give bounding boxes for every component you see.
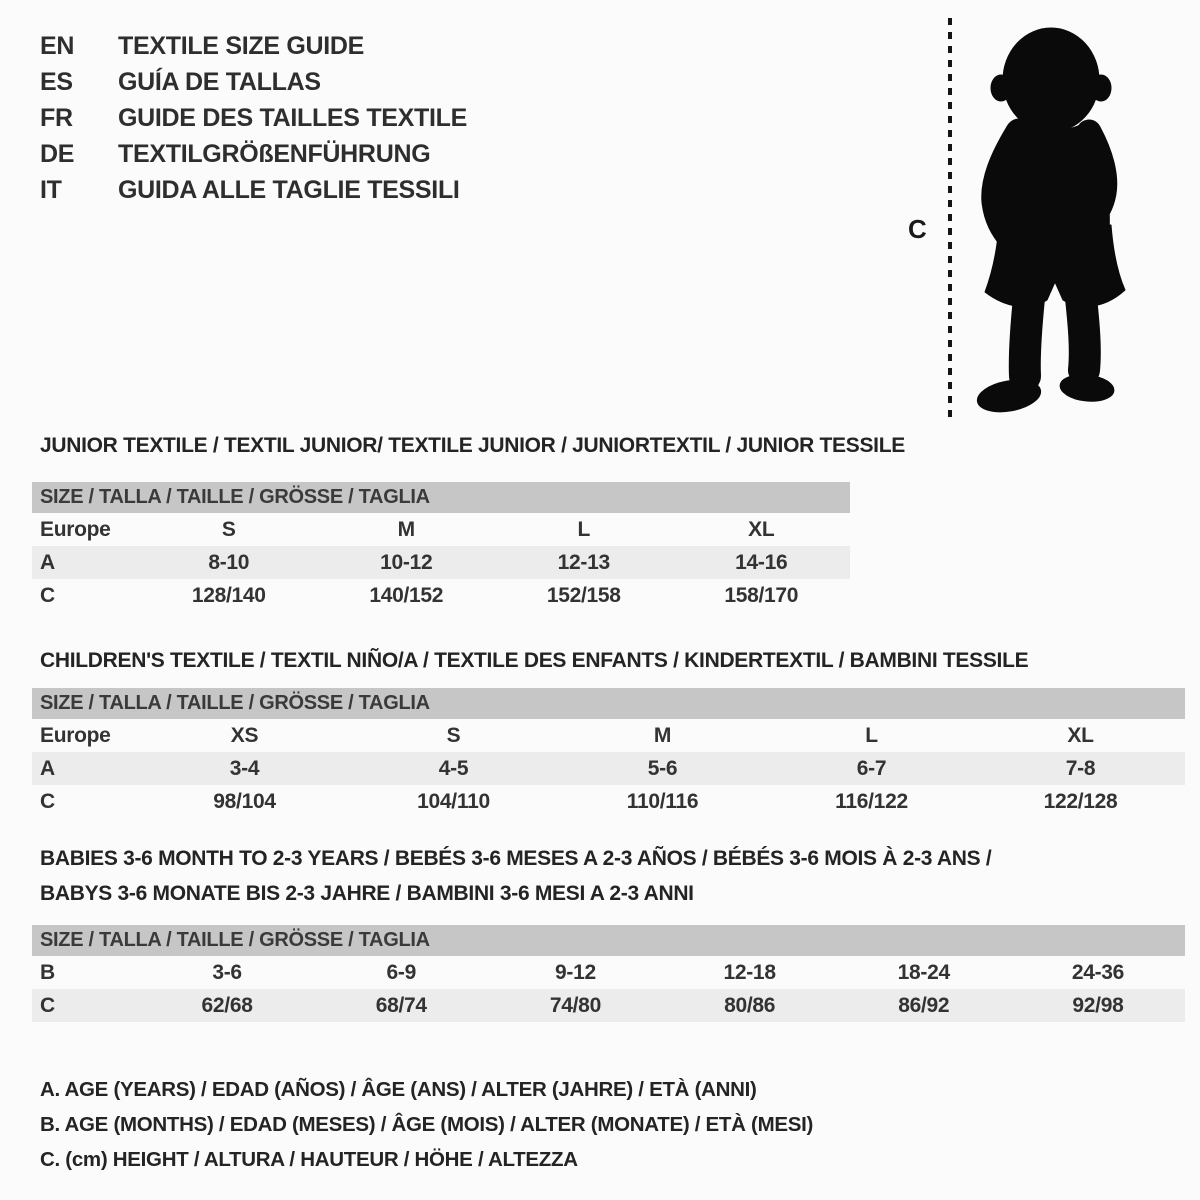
size-cell: 116/122	[835, 789, 908, 813]
size-cell: 62/68	[201, 993, 253, 1017]
size-table-2	[32, 925, 1185, 1022]
language-row	[40, 64, 467, 100]
table-row	[32, 956, 1185, 989]
row-label: A	[40, 756, 55, 780]
language-row	[40, 28, 467, 64]
size-cell: 24-36	[1071, 960, 1125, 984]
size-cell: 140/152	[369, 583, 444, 607]
size-cell: 92/98	[1072, 993, 1124, 1017]
height-marker-label: C	[908, 214, 927, 244]
table-row	[32, 989, 1185, 1022]
size-cell: 8-10	[208, 550, 250, 574]
size-cell: 6-7	[856, 756, 887, 780]
size-cell: 7-8	[1065, 756, 1096, 780]
section-title-line: JUNIOR TEXTILE / TEXTIL JUNIOR/ TEXTILE JUNIOR / JUNIORTEXTIL / JUNIOR TESSILE	[40, 434, 905, 457]
section-title-0	[40, 428, 905, 463]
row-label: C	[40, 583, 55, 607]
language-list	[40, 28, 467, 208]
size-cell: 152/158	[546, 583, 621, 607]
size-cell: 68/74	[375, 993, 427, 1017]
size-cell: 80/86	[724, 993, 776, 1017]
height-dashed-line	[948, 18, 952, 418]
table-header: SIZE / TALLA / TAILLE / GRÖSSE / TAGLIA	[32, 925, 1185, 956]
size-cell: 10-12	[380, 550, 433, 574]
section-title-2	[40, 841, 991, 911]
language-code: ES	[40, 67, 73, 96]
size-cell: S	[446, 723, 461, 747]
size-cell: 12-13	[557, 550, 610, 574]
size-table-0	[32, 482, 850, 612]
size-cell: 12-18	[723, 960, 776, 984]
row-label: Europe	[40, 723, 111, 747]
size-cell: 3-4	[229, 756, 260, 780]
row-label: A	[40, 550, 55, 574]
row-label: C	[40, 789, 55, 813]
size-table-1	[32, 688, 1185, 818]
size-cell: 3-6	[212, 960, 242, 984]
language-code: DE	[40, 139, 75, 168]
section-title-1	[40, 643, 1028, 678]
size-cell: 104/110	[417, 789, 490, 813]
section-title-line: BABYS 3-6 MONATE BIS 2-3 JAHRE / BAMBINI 3-6 MESI A 2-3 ANNI	[40, 882, 694, 905]
table-row	[32, 752, 1185, 785]
language-row	[40, 136, 467, 172]
size-cell: XL	[1067, 723, 1094, 747]
language-label: TEXTILE SIZE GUIDE	[118, 31, 365, 60]
legend-line-c: C. (cm) HEIGHT / ALTURA / HAUTEUR / HÖHE / ALTEZZA	[40, 1148, 578, 1171]
table-row	[32, 785, 1185, 818]
size-cell: 98/104	[213, 789, 276, 813]
language-label: GUIDA ALLE TAGLIE TESSILI	[118, 175, 460, 204]
language-row	[40, 172, 467, 208]
size-cell: 128/140	[191, 583, 266, 607]
legend-line-a: A. AGE (YEARS) / EDAD (AÑOS) / ÂGE (ANS) / ALTER (JAHRE) / ETÀ (ANNI)	[40, 1078, 757, 1101]
language-label: TEXTILGRÖßENFÜHRUNG	[118, 139, 431, 168]
language-row	[40, 100, 467, 136]
table-header: SIZE / TALLA / TAILLE / GRÖSSE / TAGLIA	[32, 688, 1185, 719]
size-cell: L	[577, 517, 591, 541]
size-cell: 158/170	[724, 583, 799, 607]
legend-line-b: B. AGE (MONTHS) / EDAD (MESES) / ÂGE (MOIS) / ALTER (MONATE) / ETÀ (MESI)	[40, 1113, 814, 1136]
language-label: GUIDE DES TAILLES TEXTILE	[118, 103, 468, 132]
size-cell: 6-9	[386, 960, 416, 984]
row-label: C	[40, 993, 55, 1017]
size-cell: M	[397, 517, 415, 541]
size-cell: 122/128	[1043, 789, 1118, 813]
size-cell: XL	[748, 517, 775, 541]
size-cell: L	[865, 723, 878, 747]
table-row	[32, 513, 850, 546]
language-code: EN	[40, 31, 75, 60]
size-cell: 4-5	[438, 756, 469, 780]
table-row	[32, 719, 1185, 752]
baby-silhouette-icon	[963, 20, 1147, 425]
legend	[40, 1072, 813, 1177]
language-code: IT	[40, 175, 62, 204]
language-label: GUÍA DE TALLAS	[118, 67, 321, 96]
size-cell: 14-16	[735, 550, 788, 574]
size-cell: 110/116	[626, 789, 699, 813]
row-label: Europe	[40, 517, 111, 541]
size-cell: 18-24	[897, 960, 950, 984]
section-title-line: CHILDREN'S TEXTILE / TEXTIL NIÑO/A / TEXTILE DES ENFANTS / KINDERTEXTIL / BAMBINI TESSILE	[40, 649, 1029, 672]
size-cell: 9-12	[555, 960, 596, 984]
section-title-line: BABIES 3-6 MONTH TO 2-3 YEARS / BEBÉS 3-6 MESES A 2-3 AÑOS / BÉBÉS 3-6 MOIS À 2-3 ANS /	[40, 847, 992, 870]
table-header: SIZE / TALLA / TAILLE / GRÖSSE / TAGLIA	[32, 482, 850, 513]
size-cell: S	[221, 517, 236, 541]
size-cell: XS	[230, 723, 259, 747]
size-cell: M	[653, 723, 672, 747]
size-cell: 74/80	[549, 993, 601, 1017]
table-row	[32, 546, 850, 579]
table-row	[32, 579, 850, 612]
size-cell: 86/92	[898, 993, 950, 1017]
language-code: FR	[40, 103, 73, 132]
row-label: B	[40, 960, 55, 984]
size-cell: 5-6	[647, 756, 678, 780]
